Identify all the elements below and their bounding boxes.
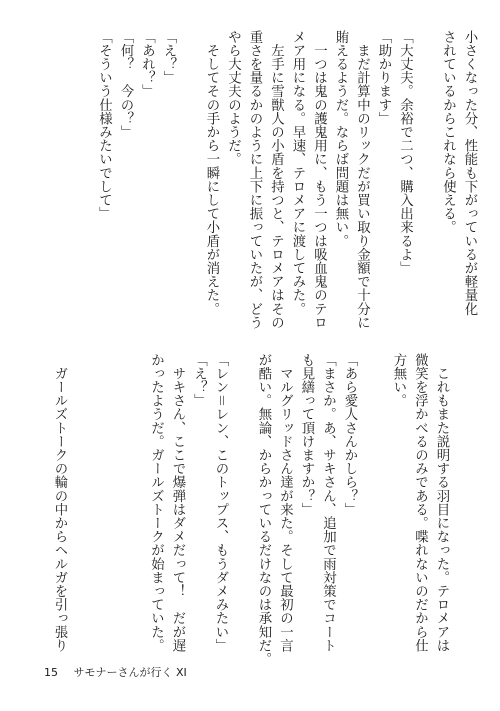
text-line bbox=[231, 353, 253, 653]
text-block-bottom-middle bbox=[148, 353, 360, 666]
text-line: これもまた説明する羽目になった。テロメアは bbox=[434, 353, 449, 653]
text-line: 「あら愛人さんかしら？」 bbox=[342, 353, 357, 517]
page-number: 15 bbox=[44, 666, 58, 679]
text-block-bottom-left bbox=[40, 353, 70, 653]
text-line: ガールズトークの輪の中からヘルガを引っ張り bbox=[52, 353, 67, 653]
text-line: 方無い。 bbox=[391, 353, 406, 408]
text-line: そしてその手から一瞬にして小盾が消えた。 bbox=[204, 30, 219, 316]
text-block-bottom-right bbox=[372, 353, 452, 653]
text-line: サキさん、ここで爆弾はダメだって！ だが遅 bbox=[170, 353, 185, 653]
text-line: も見繕って頂けますか？」 bbox=[299, 353, 314, 517]
text-line: 微笑を浮かべるのみである。喋れないのだから仕 bbox=[412, 353, 428, 653]
text-line: が酷い。無論、からかっているだけなのは承知だ。 bbox=[256, 353, 271, 666]
text-line: 「大丈夫。余裕で二つ、購入出来るよ」 bbox=[397, 30, 413, 275]
text-line: まだ計算中のリックだが買い取り金額で十分に bbox=[354, 30, 370, 330]
page-footer bbox=[44, 664, 187, 680]
text-line: 「レン＝レン、このトップス、もうダメみたい」 bbox=[213, 353, 228, 653]
text-line: 「まさか。あ、サキさん、追加で雨対策でコート bbox=[320, 353, 336, 653]
text-line: マルグリッドさん達が来た。そして最初の一言 bbox=[277, 353, 293, 653]
text-line: 重さを量るかのように上下に振っていたが、どう bbox=[247, 30, 262, 330]
text-line: 左手に雪獣人の小盾を持つと、テロメアはその bbox=[268, 30, 284, 330]
text-line: 「え？」 bbox=[161, 30, 176, 85]
text-line: 小さくなった分、性能も下がっているが軽量化 bbox=[462, 30, 477, 316]
text-line: 賄えるようだ。ならば問題は無い。 bbox=[333, 30, 348, 248]
text-line: 「あれ？」 bbox=[139, 30, 155, 98]
text-line: やら大丈夫のようだ。 bbox=[225, 30, 241, 166]
text-line: 一つは鬼の護鬼用に、もう一つは吸血鬼のテロ bbox=[311, 30, 327, 330]
text-line: かったようだ。ガールズトークが始まっていた。 bbox=[148, 353, 164, 653]
book-title: サモナーさんが行く XI bbox=[73, 666, 187, 679]
text-line: 「そういう仕様みたいでして」 bbox=[96, 30, 112, 221]
text-line: されているからこれなら使える。 bbox=[440, 30, 456, 234]
text-line: 「え？」 bbox=[191, 353, 207, 408]
text-line: 「何？ 今の？」 bbox=[118, 30, 133, 139]
text-line: 「助かります」 bbox=[376, 30, 391, 126]
text-line: メア用になる。早速、テロメアに渡してみた。 bbox=[290, 30, 305, 316]
